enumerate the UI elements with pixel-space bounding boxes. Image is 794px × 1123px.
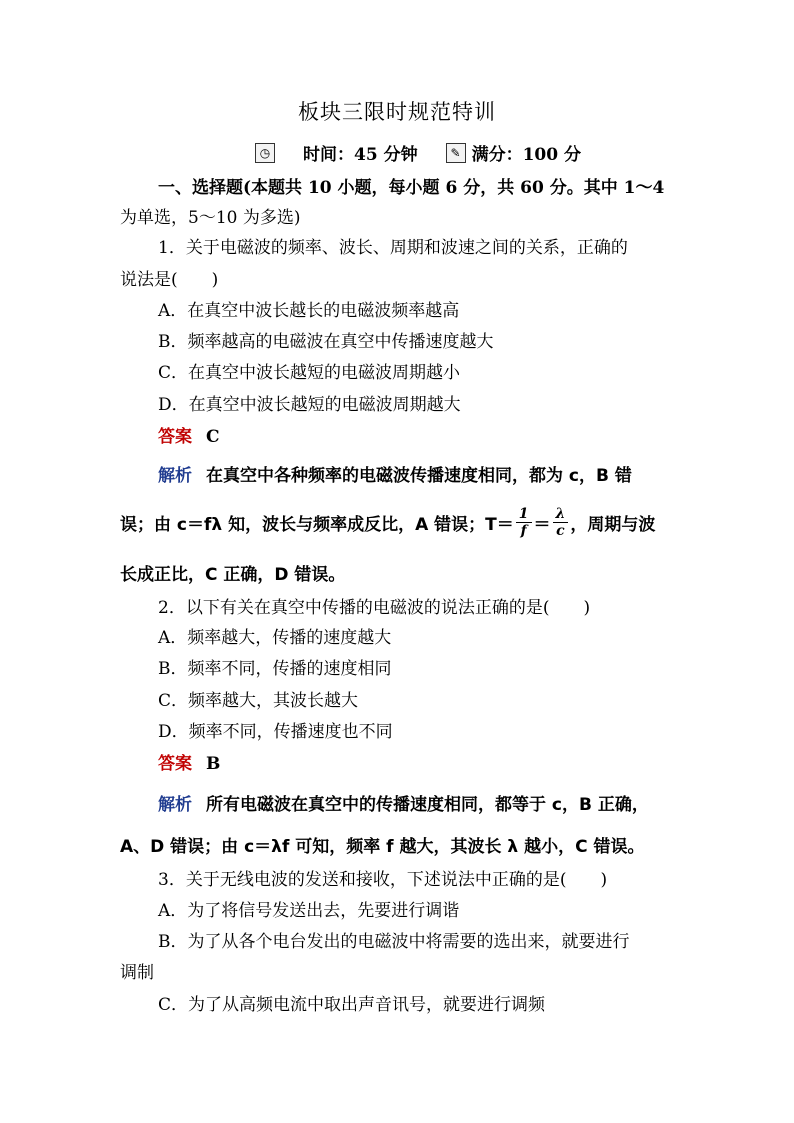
q1-answer: [158, 425, 680, 449]
fraction-1-over-f: [516, 506, 532, 539]
answer-label: 答案: [158, 427, 192, 447]
exam-meta: [255, 140, 581, 165]
q3-stem: 3．关于无线电波的发送和接收，下述说法中正确的是( ): [158, 870, 608, 890]
fraction-denominator: c: [556, 522, 565, 539]
fraction-denominator: f: [520, 522, 527, 539]
q2-analysis-line1: [158, 790, 718, 815]
clock-icon: ◷: [255, 143, 275, 163]
analysis-text: ，周期与波: [570, 514, 656, 535]
q2-option-a: A．频率越大，传播的速度越大: [158, 628, 392, 648]
q3-option-b-line1: B．为了从各个电台发出的电磁波中将需要的选出来，就要进行: [158, 932, 630, 952]
analysis-label: 解析: [158, 795, 192, 815]
page-title: 板块三限时规范特训: [298, 100, 496, 124]
q3-option-a: A．为了将信号发送出去，先要进行调谐: [158, 901, 460, 921]
answer-value: C: [206, 427, 220, 447]
q3-option-c: C．为了从高频电流中取出声音讯号，就要进行调频: [158, 995, 546, 1015]
score-icon: ✎: [446, 143, 466, 163]
q1-analysis-line3: 长成正比，C 正确，D 错误。: [120, 565, 346, 585]
equals-sign: ＝: [533, 514, 551, 535]
q1-option-d: D．在真空中波长越短的电磁波周期越大: [158, 395, 461, 415]
answer-value: B: [206, 754, 221, 774]
section-heading-line1: 一、选择题(本题共 10 小题，每小题 6 分，共 60 分。其中 1～4: [158, 178, 665, 198]
analysis-text: 在真空中各种频率的电磁波传播速度相同，都为 c，B 错: [206, 466, 632, 486]
answer-label: 答案: [158, 754, 192, 774]
q1-option-b: B．频率越高的电磁波在真空中传播速度越大: [158, 332, 494, 352]
section-heading-line2: 为单选，5～10 为多选): [120, 208, 301, 228]
q2-stem: 2．以下有关在真空中传播的电磁波的说法正确的是( ): [158, 598, 591, 618]
q1-stem-line1: 1．关于电磁波的频率、波长、周期和波速之间的关系，正确的: [158, 238, 628, 258]
q2-option-d: D．频率不同，传播速度也不同: [158, 722, 393, 742]
q1-analysis-line1: [158, 461, 718, 486]
q1-option-a: A．在真空中波长越长的电磁波频率越高: [158, 301, 460, 321]
time-label: 时间：45 分钟: [303, 145, 418, 165]
q2-answer: [158, 752, 680, 776]
fraction-numerator: λ: [553, 506, 569, 523]
fraction-lambda-over-c: [553, 506, 569, 539]
q3-option-b-line2: 调制: [120, 963, 154, 983]
q2-option-c: C．频率越大，其波长越大: [158, 691, 359, 711]
q1-analysis-line2: [120, 500, 680, 544]
q2-option-b: B．频率不同，传播的速度相同: [158, 659, 392, 679]
q2-analysis-line2: A、D 错误；由 c＝λf 可知，频率 f 越大，其波长 λ 越小，C 错误。: [120, 837, 645, 857]
analysis-text: 误；由 c＝fλ 知，波长与频率成反比，A 错误；T＝: [120, 514, 514, 535]
q1-option-c: C．在真空中波长越短的电磁波周期越小: [158, 363, 461, 383]
analysis-label: 解析: [158, 466, 192, 486]
q1-stem-line2: 说法是( ): [120, 270, 219, 290]
score-label: 满分：100 分: [471, 145, 581, 165]
fraction-numerator: 1: [516, 506, 532, 523]
analysis-text: 所有电磁波在真空中的传播速度相同，都等于 c，B 正确，: [206, 795, 649, 815]
